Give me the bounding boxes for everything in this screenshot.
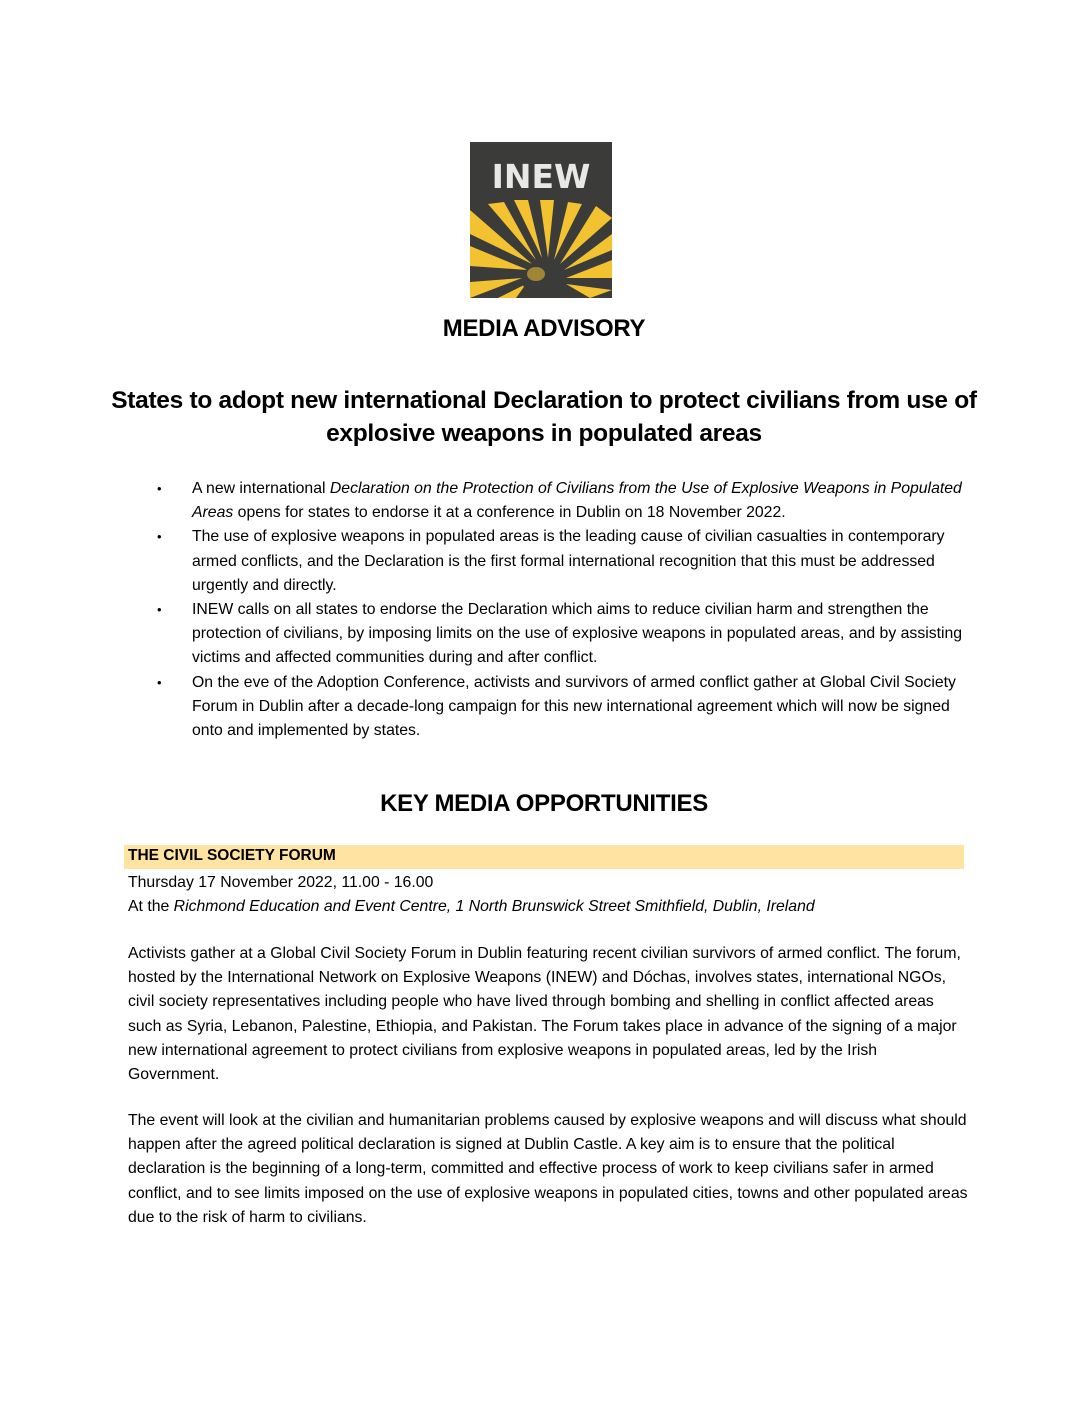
- forum-date: Thursday 17 November 2022, 11.00 - 16.00: [128, 874, 434, 891]
- logo-text: INEW: [491, 157, 591, 196]
- forum-paragraph-2: The event will look at the civilian and humanitarian problems caused by explosive weapons and will discuss what should happen after the agreed political declaration is signed at Dublin Castle. A key aim is to ensure that the political declaration is the beginning of a long-term, committed and effective process of work to keep civilians safer in armed conflict, and to see limits imposed on the use of explosive weapons in populated cities, towns and other populated areas due to the risk of harm to civilians.: [128, 1112, 968, 1226]
- bullet-1-suffix: opens for states to endorse it at a conference in Dublin on 18 November 2022.: [233, 504, 786, 522]
- bullet-glyph: •: [157, 674, 162, 690]
- bullet-1-prefix: A new international: [192, 480, 330, 497]
- bullet-item-4: [155, 671, 975, 744]
- bullet-item-1: [155, 477, 975, 525]
- bullet-item-2: [155, 525, 975, 598]
- forum-venue: [128, 895, 815, 919]
- bullet-4-text: On the eve of the Adoption Conference, activists and survivors of armed conflict gather at Global Civil Society Forum in Dublin after a decade-long campaign for this new international agreement which will now be signed onto and implemented by states.: [192, 673, 956, 740]
- forum-paragraph-1: Activists gather at a Global Civil Society Forum in Dublin featuring recent civilian survivors of armed conflict. The forum, hosted by the International Network on Explosive Weapons (INEW) and Dóchas, involves states, international NGOs, civil society representatives including people who have lived through bombing and shelling in conflict affected areas such as Syria, Lebanon, Palestine, Ethiopia, and Pakistan. The Forum takes place in advance of the signing of a major new international agreement to protect civilians from explosive weapons in populated areas, led by the Irish Government.: [128, 945, 961, 1084]
- key-media-opportunities-heading: KEY MEDIA OPPORTUNITIES: [380, 790, 708, 817]
- media-advisory-heading: MEDIA ADVISORY: [442, 315, 646, 342]
- forum-title: THE CIVIL SOCIETY FORUM: [128, 847, 336, 864]
- summary-bullet-list: [155, 477, 975, 743]
- bullet-2-text: The use of explosive weapons in populated areas is the leading cause of civilian casualties in contemporary armed conflicts, and the Declaration is the first formal international recognition that this must be addressed urgently and directly.: [192, 528, 945, 594]
- venue-address: Richmond Education and Event Centre, 1 North Brunswick Street Smithfield, Dublin, Ireland: [173, 898, 815, 915]
- bullet-3-text: INEW calls on all states to endorse the Declaration which aims to reduce civilian harm and strengthen the protection of civilians, by imposing limits on the use of explosive weapons in populated areas, and by assisting victims and affected communities during and after conflict.: [192, 601, 963, 667]
- forum-title-band: [124, 845, 964, 869]
- venue-prefix: At the: [128, 898, 174, 915]
- bullet-item-3: [155, 598, 975, 671]
- bullet-glyph: •: [157, 602, 162, 618]
- declaration-title: Declaration on the Protection of Civilians from the Use of Explosive Weapons in Populated Areas: [192, 480, 962, 522]
- headline: States to adopt new international Declaration to protect civilians from use of explosive weapons in populated areas: [111, 387, 977, 447]
- inew-logo: [470, 142, 612, 298]
- bullet-glyph: •: [157, 481, 162, 496]
- bullet-glyph: •: [157, 529, 162, 545]
